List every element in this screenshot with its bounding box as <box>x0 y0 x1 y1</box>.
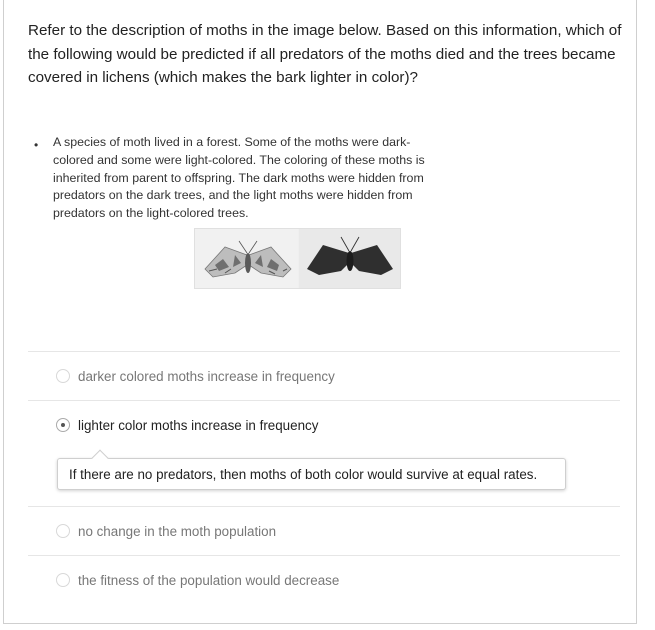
divider <box>28 555 620 556</box>
answer-option-label: no change in the moth population <box>78 524 277 539</box>
radio-button[interactable] <box>56 369 70 383</box>
bullet-point: • <box>34 138 39 152</box>
answer-option-label: darker colored moths increase in frequency <box>78 369 335 384</box>
answer-option-2[interactable] <box>28 406 620 446</box>
divider <box>28 400 620 401</box>
answer-option-4[interactable] <box>28 561 620 601</box>
passage-text: A species of moth lived in a forest. Some of the moths were dark-colored and some were light-colored. The coloring of these moths is inherited from parent to offspring. The dark moths were hidden from predators on the dark trees, and the light moths were hidden from predators on the light-colored trees. <box>53 135 425 221</box>
divider <box>28 506 620 507</box>
feedback-box <box>57 458 566 490</box>
radio-button[interactable] <box>56 524 70 538</box>
question-card <box>3 0 637 624</box>
answer-option-label: the fitness of the population would decrease <box>78 573 340 588</box>
answer-option-label: lighter color moths increase in frequency <box>78 418 319 433</box>
answer-option-3[interactable] <box>28 512 620 552</box>
feedback-text: If there are no predators, then moths of both color would survive at equal rates. <box>69 467 538 482</box>
divider <box>28 351 620 352</box>
moth-image <box>194 228 401 289</box>
radio-button[interactable] <box>56 573 70 587</box>
answer-option-1[interactable] <box>28 357 620 397</box>
question-prompt: Refer to the description of moths in the image below. Based on this information, which of the following would be predicted if all predators of the moths died and the trees became covered in lichens (which makes the bark lighter in color)? <box>28 22 622 86</box>
radio-button-selected[interactable] <box>56 418 70 432</box>
